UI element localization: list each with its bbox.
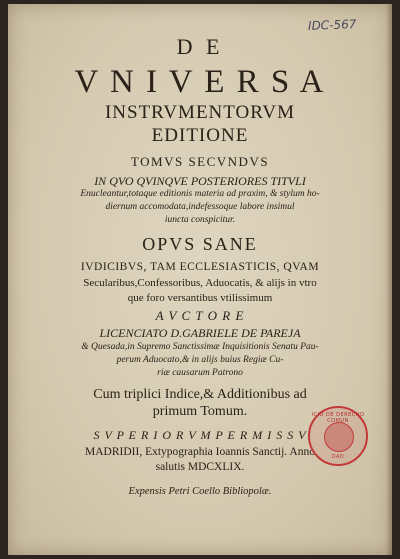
title-line-1: D E bbox=[176, 34, 224, 59]
expensis: Expensis Petri Coello Bibliopolæ. bbox=[128, 486, 272, 497]
imprint-line-1: MADRIDII, Extypographia Ioannis Sanctij. Anno bbox=[85, 446, 315, 458]
title-line-2: V N I V E R S A bbox=[74, 64, 326, 100]
title-page bbox=[8, 4, 392, 555]
author-line-2: & Quesada,in Supremo Sanctissimæ Inquisitionis Senatu Pau- bbox=[81, 342, 319, 352]
shelfmark: IDC-567 bbox=[307, 17, 357, 33]
indices-line-1: Cum triplici Indice,& Additionibus ad bbox=[93, 387, 307, 402]
stamp-emblem-icon bbox=[324, 422, 354, 452]
stamp-text-top: ICIO DE DERECHO COMUN bbox=[311, 412, 365, 424]
stamp-text-bottom: DAD bbox=[331, 454, 345, 460]
audience-line-2: Secularibus,Confessoribus, Aduocatis, & alijs in vtro bbox=[83, 277, 317, 289]
author-line-3: perum Aduocato,& in alijs buius Regiæ Cu- bbox=[116, 355, 284, 365]
author-line-1: LICENCIATO D.GABRIELE DE PAREJA bbox=[99, 326, 301, 340]
library-stamp bbox=[308, 406, 368, 466]
audience-line-3: que foro versantibus vtilissimum bbox=[127, 292, 273, 304]
description-line-2: Enucleantur,totaque editionis materia ad praxim, & stylum ho- bbox=[80, 189, 320, 199]
tomus: TOMVS SECVNDVS bbox=[130, 154, 270, 169]
permission: S V P E R I O R V M P E R M I S S V bbox=[93, 428, 307, 442]
auctore: A V C T O R E bbox=[155, 308, 245, 323]
title-line-4: EDITIONE bbox=[151, 125, 249, 146]
description-line-4: iuncta conspicitur. bbox=[164, 215, 236, 225]
audience-line-1: IVDICIBVS, TAM ECCLESIASTICIS, QVAM bbox=[80, 261, 320, 273]
indices-line-2: primum Tomum. bbox=[152, 404, 248, 419]
description-line-3: diernum accomodata,indefessoque labore insimul bbox=[105, 202, 295, 212]
title-line-3: INSTRVMENTORVM bbox=[104, 102, 296, 123]
opus: OPVS SANE bbox=[142, 234, 258, 254]
description-line-1: IN QVO QVINQVE POSTERIORES TITVLI bbox=[94, 174, 306, 188]
page-edge bbox=[386, 4, 392, 555]
imprint-line-2: salutis MDCXLIX. bbox=[155, 461, 245, 473]
author-line-4: riæ causarum Patrono bbox=[157, 368, 243, 378]
